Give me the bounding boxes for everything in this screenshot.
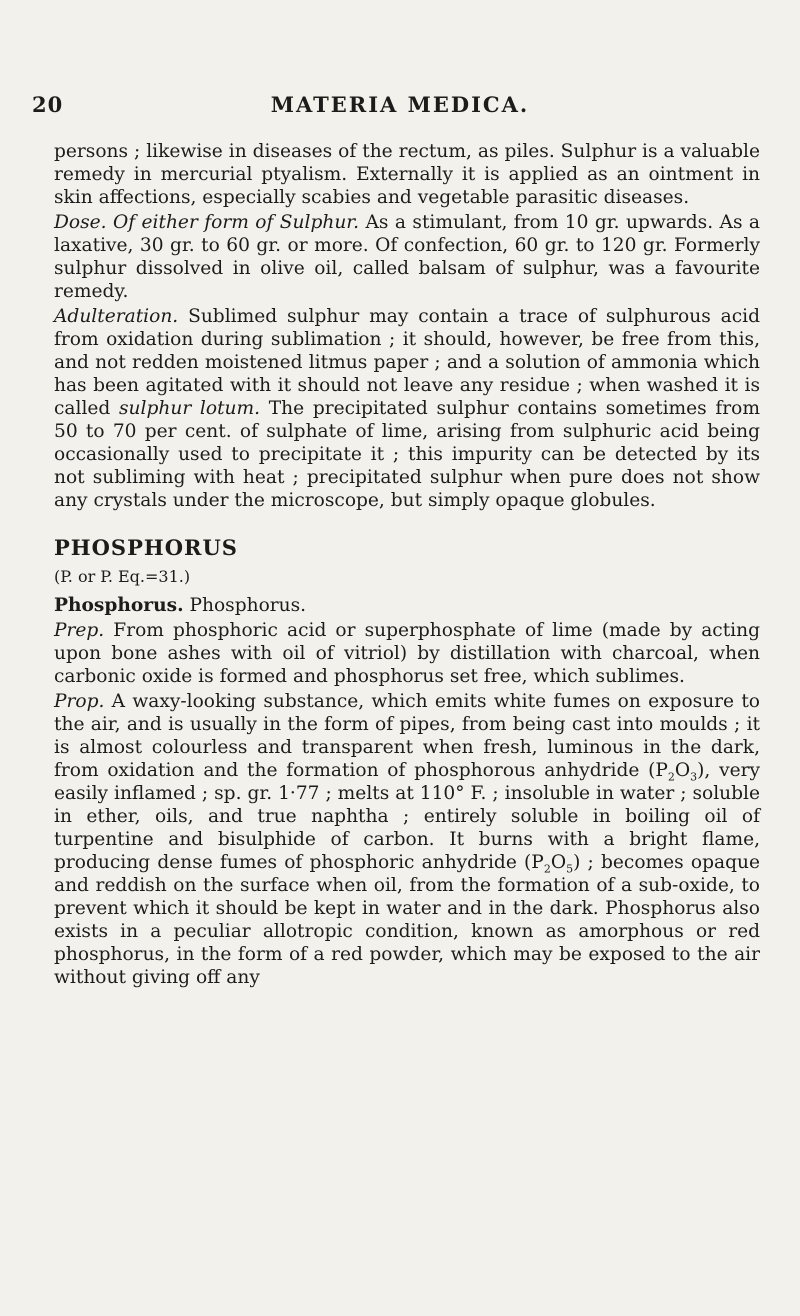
prop-text-a: A waxy-looking substance, which emits white fumes on exposure to the air, and is usually in the form of pipes, from being cast into moulds ; it is almost colourless and transparent when fresh, luminous in the dark, from oxidation and the formation of phosphorous anhydride (P xyxy=(54,691,760,781)
subscript: 2 xyxy=(543,862,551,876)
subscript: 3 xyxy=(690,770,698,784)
prop-label: Prop. xyxy=(54,691,105,712)
running-title: MATERIA MEDICA. xyxy=(270,92,530,117)
prop-formula-o2: O xyxy=(550,852,567,873)
prep-text: From phosphoric acid or superphosphate of lime (made by acting upon bone ashes with oil of vitriol) by distillation with charcoal, when carbonic oxide is formed and phosphorus set free, which sublimes. xyxy=(54,620,760,687)
paragraph-sulphur-uses: persons ; likewise in diseases of the rectum, as piles. Sulphur is a valuable remedy in mercurial ptyalism. Externally it is applied as an ointment in skin affections, especially scabies and vegetable parasitic diseases. xyxy=(54,141,760,208)
page-number: 20 xyxy=(32,92,64,117)
paragraph-adulteration xyxy=(54,305,760,512)
adulteration-text-b: The precipitated sulphur contains sometimes from 50 to 70 per cent. of sulphate of lime, arising from sulphuric acid being occasionally used to precipitate it ; this impurity can be detected by its not subliming with heat ; precipitated sulphur when pure does not show any crystals under the microscope, but simply opaque globules. xyxy=(54,398,760,511)
chemical-equivalent: (P. or P. Eq.=31.) xyxy=(54,567,191,586)
paragraph-phosphorus-title xyxy=(54,594,760,617)
dose-label: Dose. Of either form of Sulphur. xyxy=(54,212,360,233)
prop-formula-o: O xyxy=(674,760,691,781)
prop-text-b: ), very easily inflamed ; sp. gr. 1·77 ; melts at 110° F. ; insoluble in water ; soluble in ether, oils, and true naphtha ; entirely soluble in boiling oil of turpentine and bisulphide of carbon. It burns with a bright flame, producing dense fumes of phosphoric anhydride (P xyxy=(54,760,761,873)
page-body xyxy=(54,140,760,991)
section-heading-phosphorus: PHOSPHORUS xyxy=(54,535,238,560)
prop-text-c: ) ; becomes opaque and reddish on the surface when oil, from the formation of a sub-oxide, to prevent which it should be kept in water and in the dark. Phosphorus also exists in a peculiar allotropic condition, known as amorphous or red phosphorus, in the form of a red powder, which may be exposed to the air without giving off any xyxy=(54,852,760,988)
sulphur-lotum-term: sulphur lotum. xyxy=(119,398,261,419)
adulteration-text-a: Sublimed sulphur may contain a trace of sulphurous acid from oxidation during sublimation ; it should, however, be free from this, and not redden moistened litmus paper ; and a solution of ammonia which has been agitated with it should not leave any residue ; when washed it is called xyxy=(54,306,760,419)
phosphorus-label: Phosphorus. xyxy=(54,595,184,616)
dose-text: As a stimulant, from 10 gr. upwards. As a laxative, 30 gr. to 60 gr. or more. Of confection, 60 gr. to 120 gr. Formerly sulphur dissolved in olive oil, called balsam of sulphur, was a favourite remedy. xyxy=(54,212,761,302)
paragraph-prop xyxy=(54,690,760,989)
prep-label: Prep. xyxy=(54,620,105,641)
paragraph-dose xyxy=(54,211,760,303)
adulteration-label: Adulteration. xyxy=(54,306,179,327)
page-header xyxy=(0,92,800,122)
phosphorus-text: Phosphorus. xyxy=(183,595,307,616)
subscript: 2 xyxy=(667,770,675,784)
subscript: 5 xyxy=(566,862,574,876)
paragraph-prep xyxy=(54,619,760,688)
